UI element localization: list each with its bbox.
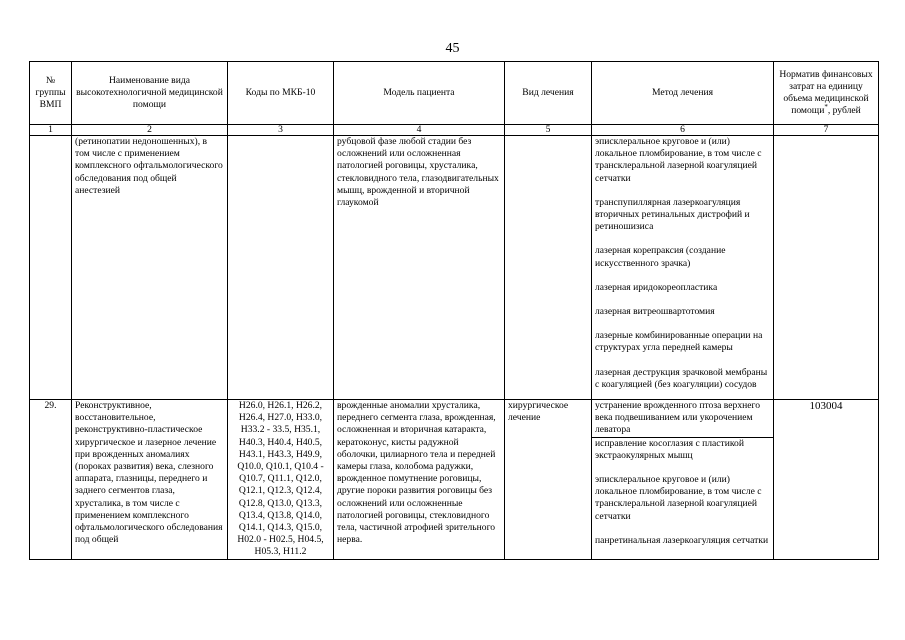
column-number-row (30, 125, 879, 136)
header-cost-norm: Норматив финансовых затрат на единицу объема медицинской помощи*, рублей (774, 62, 879, 125)
column-number: 6 (592, 125, 774, 136)
header-icd-codes: Коды по МКБ-10 (228, 62, 334, 125)
column-number: 7 (774, 125, 879, 136)
method-item: панретинальная лазеркоагуляция сетчатки (595, 534, 769, 546)
treatment-type-cell: хирургическое лечение (505, 400, 592, 560)
column-number: 1 (30, 125, 72, 136)
column-number: 4 (334, 125, 505, 136)
method-item: лазерная иридокореопластика (595, 281, 718, 293)
group-cell (30, 136, 72, 400)
methods-cell (592, 400, 774, 560)
method-item: лазерная витреошвартотомия (595, 306, 715, 318)
patient-model-cell: рубцовой фазе любой стадии без осложнений или осложненная патологией роговицы, хрусталика, стекловидного тела, глазодвигательных мышц, врожденной и вторичной глаукомой (334, 136, 505, 400)
group-cell: 29. (30, 400, 72, 560)
method-item: эписклеральное круговое и (или) локальное пломбирование, в том числе с трансклеральной лазерной коагуляцией сетчатки (595, 136, 762, 184)
codes-cell: H26.0, H26.1, H26.2, H26.4, H27.0, H33.0, H33.2 - 33.5, H35.1, H40.3, H40.4, H40.5, H43.1, H43.3, H49.9, Q10.0, Q10.1, Q10.4 - Q10.7, Q11.1, Q12.0, Q12.1, Q12.3, Q12.4, Q12.8, Q13.0, Q13.3, Q13.4, Q13.8, Q14.0, Q14.1, Q14.3, Q15.0, H02.0 - H02.5, H04.5, H05.3, H11.2 (228, 400, 334, 560)
header-treatment-method: Метод лечения (592, 62, 774, 125)
column-number: 5 (505, 125, 592, 136)
vmp-table (29, 61, 879, 560)
methods-cell (592, 136, 774, 400)
header-care-type: Наименование вида высокотехнологичной медицинской помощи (72, 62, 228, 125)
patient-model-cell: врожденные аномалии хрусталика, переднего сегмента глаза, врожденная, осложненная и вторичная катаракта, кератоконус, кисты радужной оболочки, цилиарного тела и передней камеры глаза, колобома радужки, врожденное помутнение роговицы, другие пороки развития роговицы без осложнений или осложненные патологией роговицы, стекловидного тела, частичной атрофией зрительного нерва. (334, 400, 505, 560)
header-treatment-type: Вид лечения (505, 62, 592, 125)
column-number: 2 (72, 125, 228, 136)
cost-cell (774, 136, 879, 400)
treatment-type-cell (505, 136, 592, 400)
header-row (30, 62, 879, 125)
table-row-29 (30, 400, 879, 560)
method-item: лазерные комбинированные операции на структурах угла передней камеры (595, 330, 763, 354)
cost-cell: 103004 (774, 400, 879, 560)
header-group-number: № группы ВМП (30, 62, 72, 125)
method-item: исправление косоглазия с пластикой экстраокулярных мышц (592, 437, 773, 462)
table-row-continued (30, 136, 879, 400)
method-item: лазерная корепраксия (создание искусственного зрачка) (595, 245, 726, 269)
method-item: эписклеральное круговое и (или) локальное пломбирование, в том числе с трансклеральной лазерной коагуляцией сетчатки (595, 474, 762, 522)
care-name-cell: (ретинопатии недоношенных), в том числе с применением комплексного офтальмологического обследования под общей анестезией (72, 136, 228, 400)
method-item: транспупиллярная лазеркоагуляция вторичных ретинальных дистрофий и ретиношизиса (595, 196, 750, 233)
method-item: лазерная деструкция зрачковой мембраны с коагуляцией (без коагуляции) сосудов (595, 366, 768, 390)
method-item: устранение врожденного птоза верхнего века подвешиванием или укорочением леватора (595, 400, 760, 436)
page-number: 45 (445, 41, 460, 56)
column-number: 3 (228, 125, 334, 136)
codes-cell (228, 136, 334, 400)
header-patient-model: Модель пациента (334, 62, 505, 125)
care-name-cell: Реконструктивное, восстановительное, реконструктивно-пластическое хирургическое и лазерное лечение при врожденных аномалиях (пороках развития) века, слезного аппарата, глазницы, переднего и заднего сегментов глаза, хрусталика, в том числе с применением комплексного офтальмологического обследования под общей (72, 400, 228, 560)
